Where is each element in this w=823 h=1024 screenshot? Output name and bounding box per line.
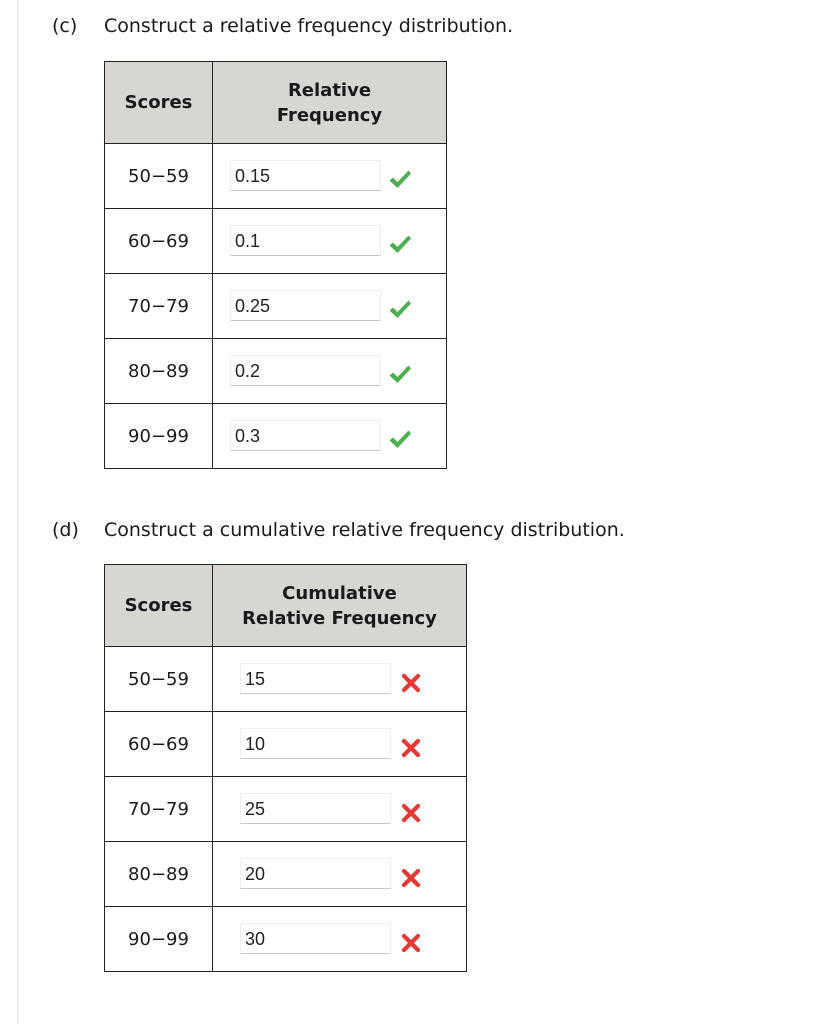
score-range: 60−69 [105, 209, 213, 274]
value-cell [213, 339, 447, 404]
score-range: 90−99 [105, 404, 213, 469]
table-row [105, 712, 467, 777]
score-range: 80−89 [105, 842, 213, 907]
answer-input[interactable]: 0.15 [230, 160, 381, 191]
table-row [105, 842, 467, 907]
value-cell [213, 209, 447, 274]
answer-input[interactable]: 0.3 [230, 420, 381, 451]
question-d-prompt: Construct a cumulative relative frequency distribution. [104, 519, 625, 541]
header-line: Relative [287, 79, 372, 101]
value-cell [213, 842, 467, 907]
score-range: 80−89 [105, 339, 213, 404]
checkmark-icon [388, 233, 412, 255]
table-row [105, 777, 467, 842]
relative-frequency-table [104, 61, 447, 469]
checkmark-icon [388, 428, 412, 450]
checkmark-icon [388, 363, 412, 385]
header-line: Cumulative [282, 582, 397, 604]
left-margin-rule [17, 0, 19, 1024]
header-scores: Scores [105, 565, 213, 647]
table-row [105, 144, 447, 209]
table-body [105, 647, 467, 972]
score-range: 70−79 [105, 777, 213, 842]
cumulative-relative-frequency-table [104, 564, 467, 972]
question-d-label: (d) [52, 519, 79, 541]
checkmark-icon [388, 168, 412, 190]
question-c-label: (c) [52, 15, 78, 37]
table-row [105, 647, 467, 712]
x-mark-icon [399, 931, 423, 953]
table-row [105, 274, 447, 339]
checkmark-icon [388, 298, 412, 320]
answer-input[interactable]: 25 [240, 793, 391, 824]
score-range: 70−79 [105, 274, 213, 339]
question-c-prompt: Construct a relative frequency distribution. [104, 15, 514, 37]
table-row [105, 209, 447, 274]
answer-input[interactable]: 0.2 [230, 355, 381, 386]
question-d [52, 518, 625, 542]
table-row [105, 404, 447, 469]
header-line: Frequency [276, 104, 383, 126]
score-range: 60−69 [105, 712, 213, 777]
answer-input[interactable]: 30 [240, 923, 391, 954]
header-line: Relative Frequency [242, 607, 437, 629]
header-relative-frequency [213, 62, 447, 144]
value-cell [213, 647, 467, 712]
table-header-row [105, 565, 467, 647]
x-mark-icon [399, 736, 423, 758]
table-row [105, 907, 467, 972]
answer-input[interactable]: 0.1 [230, 225, 381, 256]
x-mark-icon [399, 866, 423, 888]
value-cell [213, 404, 447, 469]
value-cell [213, 144, 447, 209]
answer-input[interactable]: 10 [240, 728, 391, 759]
score-range: 90−99 [105, 907, 213, 972]
score-range: 50−59 [105, 144, 213, 209]
answer-input[interactable]: 0.25 [230, 290, 381, 321]
question-c [52, 14, 513, 38]
score-range: 50−59 [105, 647, 213, 712]
value-cell [213, 907, 467, 972]
x-mark-icon [399, 671, 423, 693]
header-scores: Scores [105, 62, 213, 144]
x-mark-icon [399, 801, 423, 823]
table-row [105, 339, 447, 404]
answer-input[interactable]: 15 [240, 663, 391, 694]
value-cell [213, 777, 467, 842]
answer-input[interactable]: 20 [240, 858, 391, 889]
table-body [105, 144, 447, 469]
header-cumulative-relative-frequency [213, 565, 467, 647]
value-cell [213, 274, 447, 339]
value-cell [213, 712, 467, 777]
table-header-row [105, 62, 447, 144]
